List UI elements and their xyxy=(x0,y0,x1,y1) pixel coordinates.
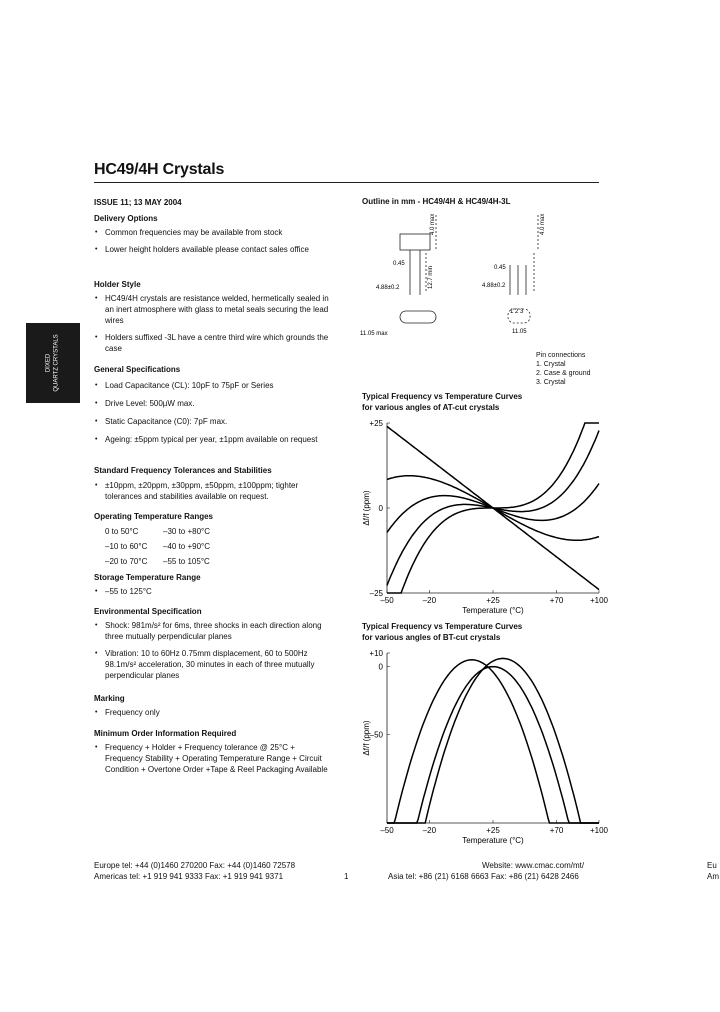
x-tick-label: +70 xyxy=(549,596,564,605)
x-axis-label: Temperature (°C) xyxy=(462,606,524,615)
op-temp-cell: –10 to 60°C xyxy=(105,542,148,551)
title-rule xyxy=(94,182,599,183)
footer-website: Website: www.cmac.com/mt/ xyxy=(482,861,585,870)
op-temp-cell: –20 to 70°C xyxy=(105,557,148,566)
op-temp-cell: –30 to +80°C xyxy=(163,527,211,536)
outline-drawing xyxy=(360,205,600,345)
op-temp-section xyxy=(94,511,334,567)
y-tick-label: –50 xyxy=(369,730,383,740)
op-temp-cell: –40 to +90°C xyxy=(163,542,211,551)
op-temp-cell: –55 to 105°C xyxy=(163,557,210,566)
dim-label: 11.05 xyxy=(512,329,527,335)
footer-americas: Americas tel: +1 919 941 9333 Fax: +1 919 941 9371 xyxy=(94,872,284,881)
environmental-section xyxy=(94,606,334,681)
storage-heading: Storage Temperature Range xyxy=(94,573,201,582)
y-tick-label: 0 xyxy=(378,662,383,672)
chart1-title: Typical Frequency vs Temperature Curves xyxy=(362,392,523,401)
x-axis-label: Temperature (°C) xyxy=(462,836,524,845)
x-tick-label: –50 xyxy=(380,826,394,835)
storage-item-1: • –55 to 125°C xyxy=(94,586,334,597)
outline-heading: Outline in mm - HC49/4H & HC49/4H-3L xyxy=(362,197,511,206)
op-temp-cell: 0 to 50°C xyxy=(105,527,139,536)
dim-label: 11.05 max xyxy=(360,331,388,337)
side-tab-line2: QUARTZ CRYSTALS xyxy=(54,334,61,392)
tolerances-item-1: • ±10ppm, ±20ppm, ±30ppm, ±50ppm, ±100ppm; tighter tolerances and stabilities available on request. xyxy=(94,480,334,502)
x-tick-label: +25 xyxy=(486,596,500,605)
tolerances-section xyxy=(94,465,334,502)
environmental-heading: Environmental Specification xyxy=(94,607,202,616)
crystal-body-side xyxy=(400,234,430,250)
series-line xyxy=(387,667,599,823)
ordering-section xyxy=(94,728,334,775)
marking-heading: Marking xyxy=(94,694,125,703)
footer-page-number: 1 xyxy=(344,872,349,881)
chart1-subtitle: for various angles of AT-cut crystals xyxy=(362,403,500,412)
op-temp-grid xyxy=(94,526,334,567)
tolerances-heading: Standard Frequency Tolerances and Stabilities xyxy=(94,466,272,475)
series-line xyxy=(387,423,599,593)
dim-label: 0.45 xyxy=(393,261,405,267)
dim-label: 4.0 max xyxy=(540,213,546,235)
environmental-item-2: • Vibration: 10 to 60Hz 0.75mm displacement, 60 to 500Hz 98.1m/s² acceleration, 30 minutes in each of three mutually perpendicular planes xyxy=(94,648,334,681)
pin-item: 2. Case & ground xyxy=(536,370,591,377)
delivery-section xyxy=(94,213,334,255)
holder-item-2: • Holders suffixed -3L have a centre third wire which grounds the case xyxy=(94,332,334,354)
marking-item-1: • Frequency only xyxy=(94,707,334,718)
footer-europe: Europe tel: +44 (0)1460 270200 Fax: +44 (0)1460 72578 xyxy=(94,861,296,870)
bt-cut-chart xyxy=(355,645,615,850)
x-tick-label: –20 xyxy=(422,826,437,835)
dim-label: 4.88±0.2 xyxy=(482,283,506,289)
ordering-item-1: • Frequency + Holder + Frequency tolerance @ 25°C + Frequency Stability + Operating Temperature Range + Circuit Condition + Overtone Order +Tape & Reel Packaging Available xyxy=(94,742,334,775)
issue-date: ISSUE 11; 13 MAY 2004 xyxy=(94,198,182,207)
dim-label: 0.45 xyxy=(494,265,506,271)
y-tick-label: 0 xyxy=(378,504,383,513)
delivery-item-2: • Lower height holders available please contact sales office xyxy=(94,244,334,255)
footer-edge-2: Am xyxy=(707,872,719,881)
ordering-heading: Minimum Order Information Required xyxy=(94,729,237,738)
y-axis-label: Δf/f (ppm) xyxy=(362,490,371,526)
pin-item: 3. Crystal xyxy=(536,379,566,386)
delivery-item-1: • Common frequencies may be available from stock xyxy=(94,227,334,238)
y-tick-label: +25 xyxy=(369,419,383,428)
x-tick-label: +100 xyxy=(589,596,609,605)
holder-section xyxy=(94,279,334,354)
x-tick-label: –50 xyxy=(380,596,394,605)
pin-heading: Pin connections xyxy=(536,352,586,359)
pin-connections xyxy=(536,351,590,387)
dim-label: 4.88±0.2 xyxy=(376,285,400,291)
delivery-heading: Delivery Options xyxy=(94,214,158,223)
series-line xyxy=(387,660,599,823)
general-heading: General Specifications xyxy=(94,365,181,374)
y-tick-label: –25 xyxy=(369,589,383,598)
side-tab-line1: DIXED xyxy=(46,353,53,373)
op-temp-heading: Operating Temperature Ranges xyxy=(94,512,213,521)
series-line xyxy=(387,658,599,823)
side-tab xyxy=(26,323,80,403)
general-section xyxy=(94,364,334,445)
general-item-1: • Load Capacitance (CL): 10pF to 75pF or Series xyxy=(94,380,334,391)
holder-item-1: • HC49/4H crystals are resistance welded, hermetically sealed in an inert atmosphere with glass to metal seals securing the lead wires xyxy=(94,293,334,326)
environmental-item-1: • Shock: 981m/s² for 6ms, three shocks in each direction along three mutually perpendicular planes xyxy=(94,620,334,642)
x-tick-label: +70 xyxy=(549,826,564,835)
crystal-body-top xyxy=(400,311,436,323)
pin-item: 1. Crystal xyxy=(536,361,566,368)
y-tick-label: +10 xyxy=(369,649,383,658)
x-tick-label: –20 xyxy=(422,596,437,605)
y-axis-label: Δf/f (ppm) xyxy=(362,720,371,756)
storage-section xyxy=(94,572,334,597)
chart2-subtitle: for various angles of BT-cut crystals xyxy=(362,633,501,642)
x-tick-label: +25 xyxy=(486,826,500,835)
general-item-4: • Ageing: ±5ppm typical per year, ±1ppm available on request xyxy=(94,434,334,445)
dim-label: 1 2 3 xyxy=(510,309,524,315)
dim-label: 4.0 max xyxy=(430,213,436,235)
at-cut-chart xyxy=(355,415,615,620)
general-item-3: • Static Capacitance (C0): 7pF max. xyxy=(94,416,334,427)
footer-edge-1: Eu xyxy=(707,861,717,870)
x-tick-label: +100 xyxy=(589,826,609,835)
footer-asia: Asia tel: +86 (21) 6168 6663 Fax: +86 (21) 6428 2466 xyxy=(388,872,579,881)
general-item-2: • Drive Level: 500µW max. xyxy=(94,398,334,409)
chart2-title: Typical Frequency vs Temperature Curves xyxy=(362,622,523,631)
dim-label: 12.7 min xyxy=(428,265,434,289)
marking-section xyxy=(94,693,334,718)
holder-heading: Holder Style xyxy=(94,280,141,289)
page-title: HC49/4H Crystals xyxy=(94,161,225,178)
